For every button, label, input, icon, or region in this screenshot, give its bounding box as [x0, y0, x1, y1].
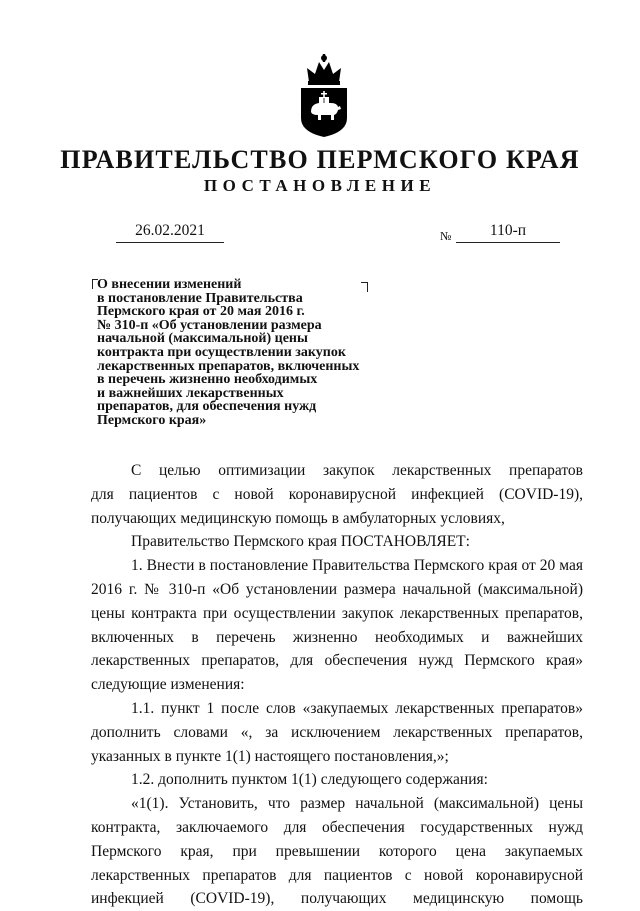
- body-line: контракта, заключаемого для обеспечения государственных нужд: [91, 818, 583, 836]
- document-date: 26.02.2021: [116, 222, 224, 243]
- number-label: №: [440, 229, 452, 243]
- body-line: дополнить словами «, за исключением лекарственных препаратов,: [91, 723, 583, 741]
- subject-line: Пермского края от 20 мая 2016 г.: [97, 304, 305, 320]
- subject-line: начальной (максимальной) цены: [97, 331, 308, 347]
- subject-line: О внесении изменений: [97, 277, 242, 292]
- body-line: 1.1. пункт 1 после слов «закупаемых лекарственных препаратов»: [131, 699, 583, 717]
- subject-line: в постановление Правительства: [97, 290, 303, 306]
- body-line: Правительство Пермского края ПОСТАНОВЛЯЕТ:: [131, 533, 470, 551]
- body-line: Пермского края, при превышении которого цена закупаемых: [91, 842, 583, 860]
- body-line: лекарственных препаратов для пациентов с новой коронавирусной: [91, 866, 583, 884]
- body-line: для пациентов с новой коронавирусной инфекцией (COVID-19),: [91, 485, 583, 503]
- body-line: С целью оптимизации закупок лекарственных препаратов: [131, 462, 583, 479]
- body-line: 2016 г. № 310-п «Об установлении размера начальной (максимальной): [91, 580, 583, 598]
- document-body: [91, 459, 583, 911]
- body-line: 1. Внести в постановление Правительства Пермского края от 20 мая: [131, 557, 583, 575]
- body-line: инфекцией (COVID-19), получающих медицинскую помощь: [91, 890, 583, 908]
- government-title: ПРАВИТЕЛЬСТВО ПЕРМСКОГО КРАЯ: [60, 145, 580, 174]
- document-subject: [97, 278, 397, 428]
- subject-line: контракта при осуществлении закупок: [97, 344, 346, 360]
- body-line: указанных в пункте 1(1) настоящего постановления,»;: [91, 747, 449, 765]
- body-line: 1.2. дополнить пунктом 1(1) следующего содержания:: [131, 771, 488, 789]
- document-type: ПОСТАНОВЛЕНИЕ: [203, 176, 437, 195]
- document-number: 110-п: [456, 222, 560, 243]
- body-line: включенных в перечень жизненно необходимых и важнейших: [91, 628, 583, 646]
- subject-line: № 310-п «Об установлении размера: [97, 317, 322, 333]
- subject-line: препаратов, для обеспечения нужд: [97, 399, 317, 415]
- body-line: цены контракта при осуществлении закупок лекарственных препаратов,: [91, 604, 583, 622]
- perm-krai-coat-of-arms-icon: [297, 52, 351, 138]
- subject-line: и важнейших лекарственных: [97, 385, 284, 401]
- body-line: получающих медицинскую помощь в амбулаторных условиях,: [91, 509, 505, 527]
- body-line: лекарственных препаратов, для обеспечения нужд Пермского края»: [91, 652, 583, 670]
- subject-line: в перечень жизненно необходимых: [97, 372, 318, 388]
- subject-line: Пермского края»: [97, 412, 207, 428]
- body-line: следующие изменения:: [91, 676, 245, 694]
- subject-line: лекарственных препаратов, включенных: [97, 358, 360, 374]
- body-line: «1(1). Установить, что размер начальной (максимальной) цены: [131, 795, 583, 813]
